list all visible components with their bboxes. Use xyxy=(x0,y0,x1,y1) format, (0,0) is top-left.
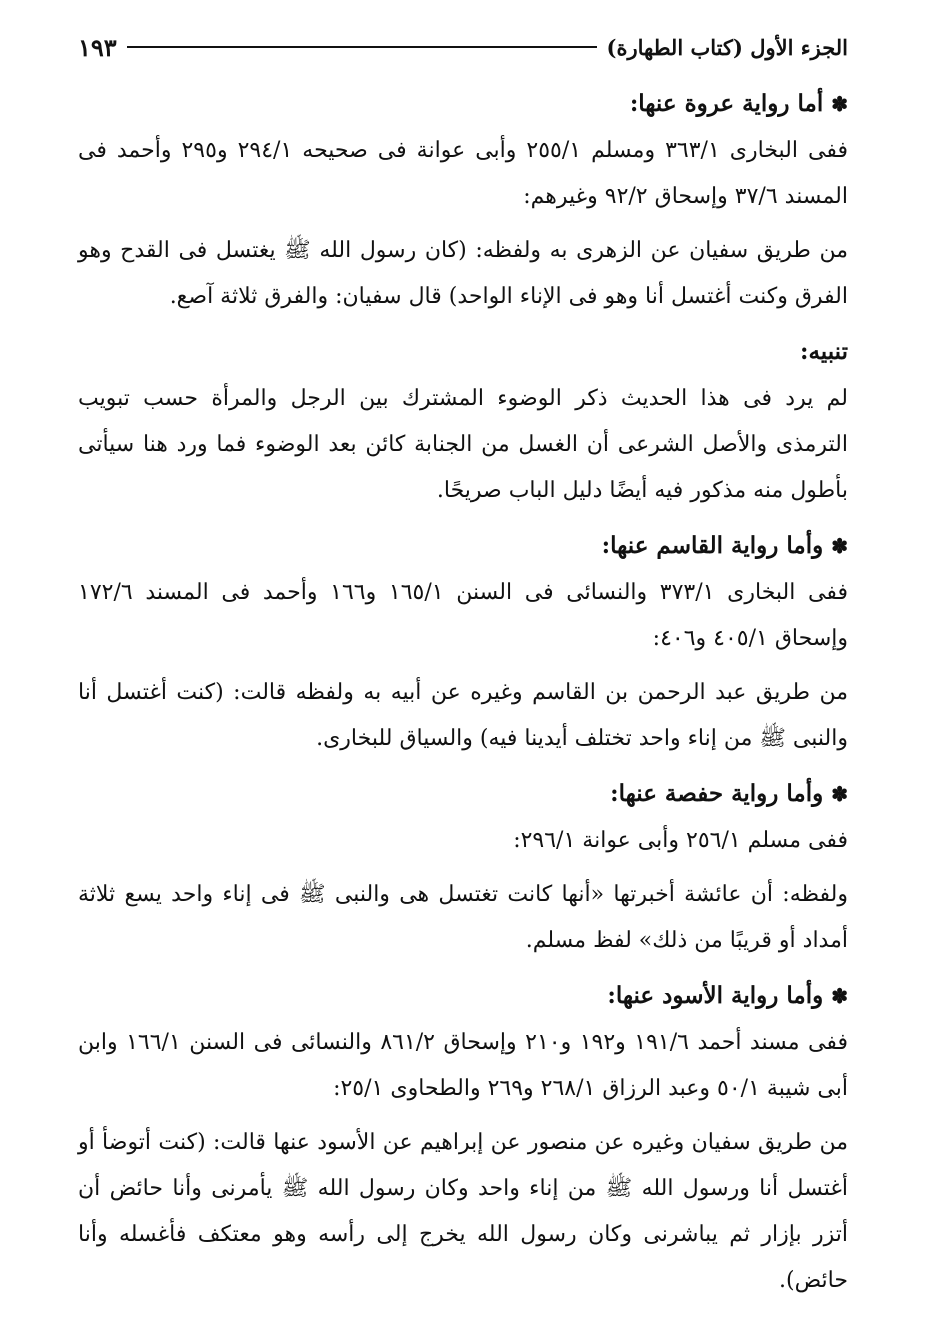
section-heading-qasim: ✽وأما رواية القاسم عنها: xyxy=(601,532,848,559)
page-body xyxy=(78,80,848,1312)
paragraph-urwa-sources: ففى البخارى ٣٦٣/١ ومسلم ٢٥٥/١ وأبى عوانة فى صحيحه ٢٩٤/١ و٢٩٥ وأحمد فى المسند ٣٧/٦ وإسحاق ٩٢/٢ وغيرهم: xyxy=(78,138,848,209)
paragraph-aswad-sources: ففى مسند أحمد ١٩١/٦ و١٩٢ و٢١٠ وإسحاق ٨٦١/٢ والنسائى فى السنن ١٦٦/١ وابن أبى شيبة ٥٠/١ وعبد الرزاق ٢٦٨/١ و٢٦٩ والطحاوى ٢٥/١: xyxy=(78,1030,848,1101)
book-page xyxy=(78,0,848,1332)
running-header xyxy=(78,30,848,64)
paragraph-hafsa-text: ولفظه: أن عائشة أخبرتها «أنها كانت تغتسل هى والنبى ﷺ فى إناء واحد يسع ثلاثة أمداد أو قريبًا من ذلك» لفظ مسلم. xyxy=(78,882,848,953)
asterisk-icon: ✽ xyxy=(831,984,848,1008)
header-title: الجزء الأول (كتاب الطهارة) xyxy=(606,34,848,60)
paragraph-qasim-text: من طريق عبد الرحمن بن القاسم وغيره عن أبيه به ولفظه قالت: (كنت أغتسل أنا والنبى ﷺ من إناء واحد تختلف أيدينا فيه) والسياق للبخارى. xyxy=(78,680,848,751)
paragraph-note: لم يرد فى هذا الحديث ذكر الوضوء المشترك بين الرجل والمرأة حسب تبويب الترمذى والأصل الشرعى أن الغسل من الجنابة كائن بعد الوضوء فما ورد هنا سيأتى بأطول منه مذكور فيه أيضًا دليل الباب صريحًا. xyxy=(78,386,848,503)
section-heading-urwa: ✽أما رواية عروة عنها: xyxy=(629,90,848,117)
asterisk-icon: ✽ xyxy=(831,534,848,558)
asterisk-icon: ✽ xyxy=(831,92,848,116)
note-heading: تنبيه: xyxy=(799,338,848,365)
header-rule xyxy=(127,46,597,48)
section-heading-hafsa: ✽وأما رواية حفصة عنها: xyxy=(610,780,848,807)
section-heading-aswad: ✽وأما رواية الأسود عنها: xyxy=(607,982,848,1009)
paragraph-hafsa-sources: ففى مسلم ٢٥٦/١ وأبى عوانة ٢٩٦/١: xyxy=(513,828,848,853)
page-number: ١٩٣ xyxy=(78,32,117,62)
asterisk-icon: ✽ xyxy=(831,782,848,806)
paragraph-qasim-sources: ففى البخارى ٣٧٣/١ والنسائى فى السنن ١٦٥/١ و١٦٦ وأحمد فى المسند ١٧٢/٦ وإسحاق ٤٠٥/١ و٤٠٦: xyxy=(78,580,848,651)
paragraph-urwa-text: من طريق سفيان عن الزهرى به ولفظه: (كان رسول الله ﷺ يغتسل فى القدح وهو الفرق وكنت أغتسل أنا وهو فى الإناء الواحد) قال سفيان: والفرق ثلاثة آصع. xyxy=(78,238,848,309)
paragraph-aswad-text: من طريق سفيان وغيره عن منصور عن إبراهيم عن الأسود عنها قالت: (كنت أتوضأ أو أغتسل أنا ورسول الله ﷺ من إناء واحد وكان رسول الله ﷺ يأمرنى وأنا حائض أن أتزر بإزار ثم يباشرنى وكان رسول الله يخرج إلى رأسه وهو معتكف فأغسله وأنا حائض). xyxy=(78,1130,848,1293)
